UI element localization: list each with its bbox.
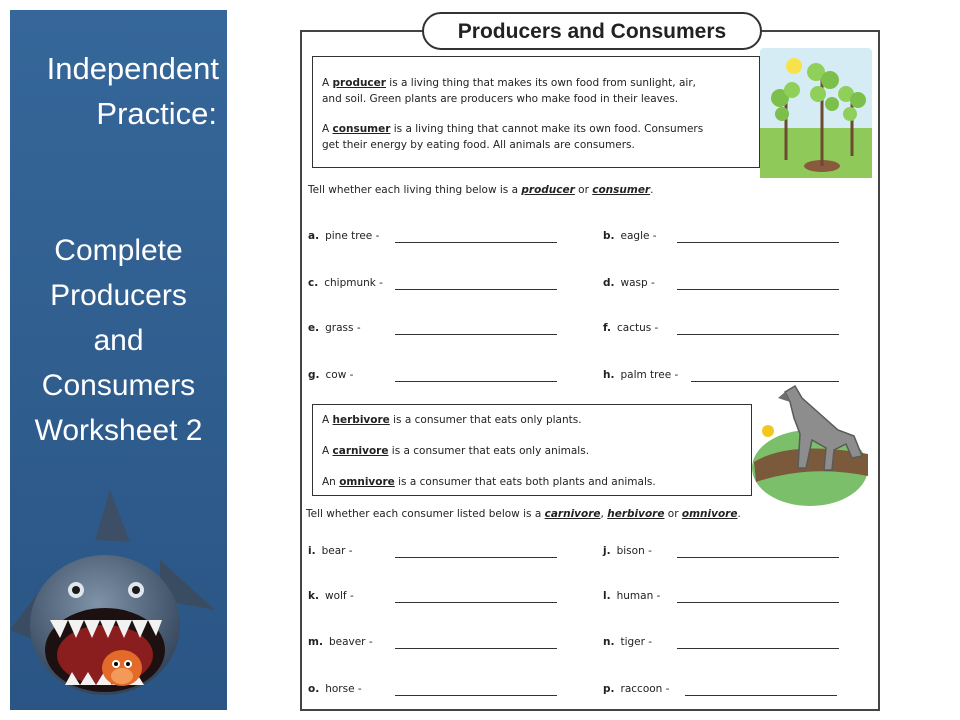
question-item: f. cactus - xyxy=(603,322,659,334)
wolf-illustration xyxy=(750,384,872,508)
answer-blank[interactable] xyxy=(395,334,557,335)
consumer-term: consumer xyxy=(332,123,391,135)
question-item: n. tiger - xyxy=(603,636,653,648)
slide-body-line: Worksheet 2 xyxy=(34,414,203,447)
question-item: i. bear - xyxy=(308,545,353,557)
producer-term: producer xyxy=(332,77,386,89)
question-item: a. pine tree - xyxy=(308,230,380,242)
answer-blank[interactable] xyxy=(395,648,557,649)
slide-body-line: and xyxy=(93,324,144,357)
shark-illustration xyxy=(10,480,227,710)
carnivore-term: carnivore xyxy=(332,445,389,457)
slide-body-line: Consumers xyxy=(41,369,196,402)
answer-blank[interactable] xyxy=(395,557,557,558)
omnivore-term: omnivore xyxy=(339,476,395,488)
slide-body-line: Complete xyxy=(54,234,183,267)
herbivore-term: herbivore xyxy=(332,414,390,426)
question-item: h. palm tree - xyxy=(603,369,679,381)
question-item: k. wolf - xyxy=(308,590,354,602)
answer-blank[interactable] xyxy=(677,602,839,603)
answer-blank[interactable] xyxy=(677,334,839,335)
carnivore-definition: A carnivore is a consumer that eats only animals. xyxy=(322,445,590,457)
herbivore-definition: A herbivore is a consumer that eats only plants. xyxy=(322,414,582,426)
slide-title xyxy=(10,46,227,136)
slide-title-line1: Independent xyxy=(46,51,219,86)
omnivore-definition: An omnivore is a consumer that eats both plants and animals. xyxy=(322,476,656,488)
question-item: b. eagle - xyxy=(603,230,657,242)
answer-blank[interactable] xyxy=(677,242,839,243)
question-item: m. beaver - xyxy=(308,636,373,648)
worksheet-title: Producers and Consumers xyxy=(422,12,762,50)
question-item: o. horse - xyxy=(308,683,362,695)
answer-blank[interactable] xyxy=(677,648,839,649)
answer-blank[interactable] xyxy=(685,695,837,696)
question-item: j. bison - xyxy=(603,545,652,557)
slide-instructions xyxy=(10,228,227,453)
question-item: g. cow - xyxy=(308,369,354,381)
answer-blank[interactable] xyxy=(395,602,557,603)
slide-sidebar xyxy=(10,10,227,710)
answer-blank[interactable] xyxy=(395,289,557,290)
answer-blank[interactable] xyxy=(691,381,839,382)
question-item: p. raccoon - xyxy=(603,683,670,695)
slide-title-line2: Practice: xyxy=(96,96,217,131)
answer-blank[interactable] xyxy=(677,289,839,290)
answer-blank[interactable] xyxy=(395,381,557,382)
question-item: c. chipmunk - xyxy=(308,277,383,289)
slide-body-line: Producers xyxy=(50,279,187,312)
question-item: d. wasp - xyxy=(603,277,655,289)
producer-definition-line1: A producer is a living thing that makes its own food from sunlight, air, xyxy=(322,77,696,89)
answer-blank[interactable] xyxy=(395,242,557,243)
trees-illustration xyxy=(760,48,872,178)
answer-blank[interactable] xyxy=(395,695,557,696)
answer-blank[interactable] xyxy=(677,557,839,558)
instruction-producer-consumer: Tell whether each living thing below is a producer or consumer. xyxy=(308,184,654,196)
question-item: e. grass - xyxy=(308,322,361,334)
consumer-definition-line1: A consumer is a living thing that cannot make its own food. Consumers xyxy=(322,123,704,135)
producer-definition-line2: and soil. Green plants are producers who make food in their leaves. xyxy=(322,93,679,105)
instruction-diet-type: Tell whether each consumer listed below is a carnivore, herbivore or omnivore. xyxy=(306,508,741,520)
question-item: l. human - xyxy=(603,590,661,602)
consumer-definition-line2: get their energy by eating food. All animals are consumers. xyxy=(322,139,635,151)
